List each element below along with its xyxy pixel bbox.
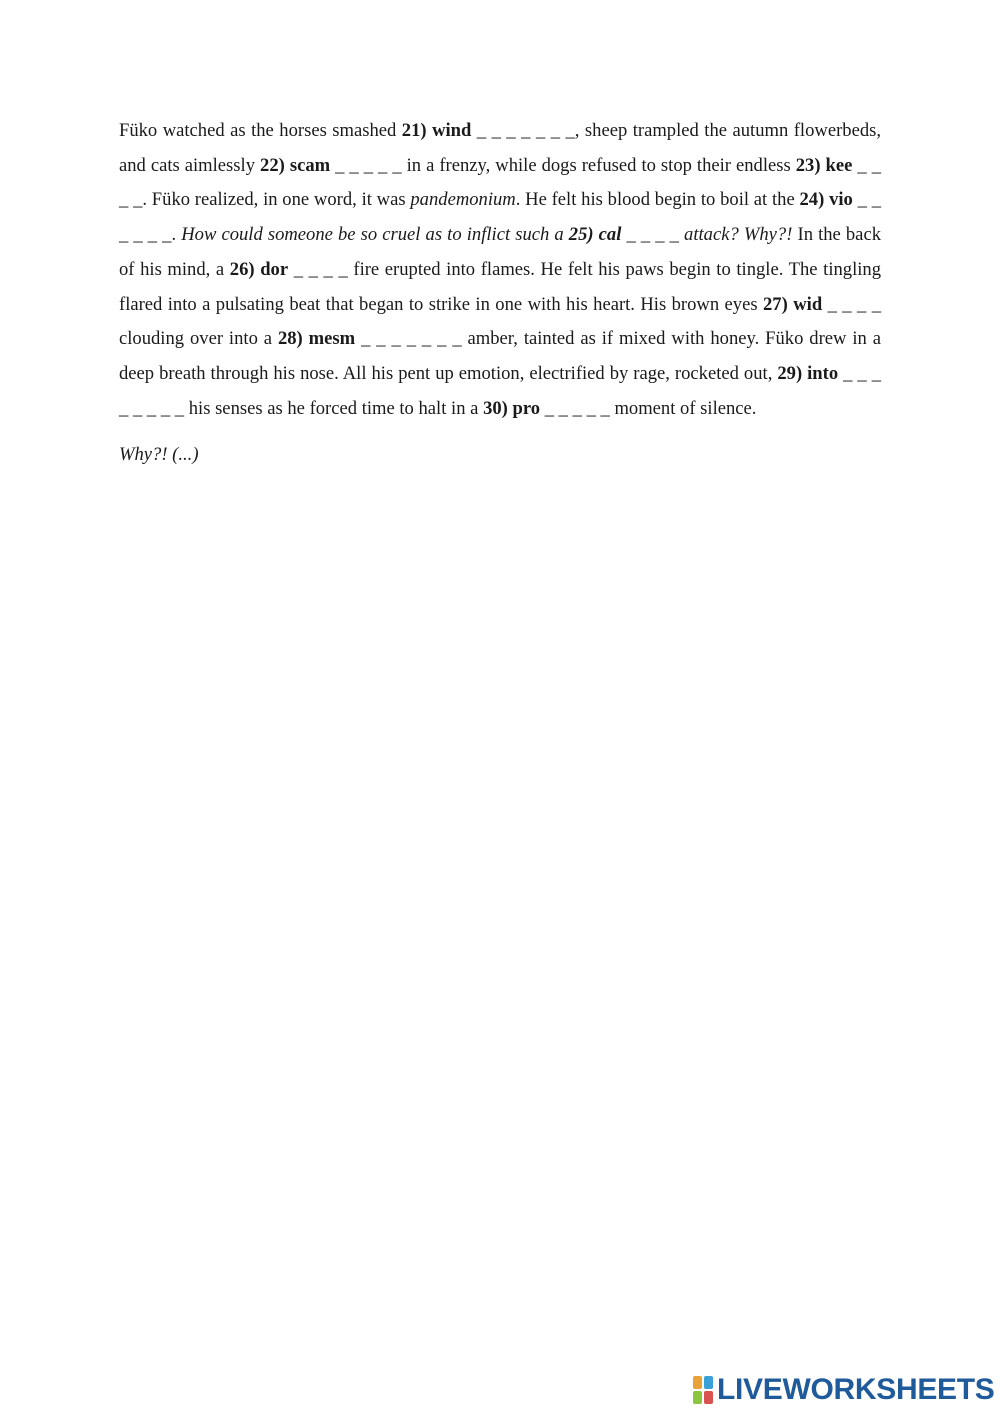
answer-blank[interactable]: _ _ _ _ _ _ _ — [361, 328, 462, 350]
answer-blank[interactable]: _ _ _ _ — [293, 258, 348, 280]
gap-number: 27) — [763, 293, 788, 315]
gap-26[interactable] — [230, 259, 348, 280]
gap-21[interactable] — [402, 120, 575, 141]
answer-blank[interactable]: _ _ _ _ _ _ _ _ — [119, 362, 882, 419]
word-stem: vio — [829, 189, 853, 211]
passage-text: fire erupted into flames. He felt his paws begin to tingle. The tingling flared into a pulsating beat that began to strike in one with his heart. His brown eyes — [119, 258, 882, 315]
gap-number: 25) — [568, 224, 594, 246]
passage-text: . He felt his blood begin to boil at the — [515, 189, 800, 211]
logo-mark-icon — [693, 1376, 713, 1404]
gap-number: 21) — [401, 120, 427, 141]
passage-text: his senses as he forced time to halt in a — [184, 397, 484, 419]
logo-text: LIVEWORKSHEETS — [717, 1373, 995, 1406]
answer-blank[interactable]: _ _ _ _ _ _ _ — [476, 120, 575, 141]
passage-text: In the back of his mind, a — [119, 224, 881, 280]
answer-blank[interactable]: _ _ _ _ — [827, 293, 882, 315]
passage-italic-text: attack? Why?! — [678, 224, 793, 246]
logo-mark-tile — [704, 1391, 713, 1404]
gap-number: 26) — [229, 258, 255, 280]
word-stem: mesm — [308, 328, 356, 350]
passage-italic-text: pandemonium — [410, 189, 516, 211]
liveworksheets-logo — [693, 1373, 995, 1407]
passage-text: . Füko realized, in one word, it was — [142, 189, 411, 211]
gap-number: 30) — [483, 397, 508, 419]
gap-28[interactable] — [278, 328, 462, 349]
gap-number: 24) — [799, 189, 825, 211]
passage-text: in a frenzy, while dogs refused to stop their endless — [401, 154, 796, 176]
logo-mark-tile — [693, 1376, 702, 1389]
word-stem: cal — [598, 224, 622, 246]
word-stem: wind — [432, 120, 472, 141]
gap-27[interactable] — [763, 294, 881, 315]
passage-text: Füko watched as the horses smashed — [119, 120, 402, 141]
gap-25[interactable] — [569, 224, 679, 245]
word-stem: into — [807, 362, 839, 384]
passage-text: amber, tainted as if mixed with honey. Füko drew in a deep breath through his nose. All his pent up emotion, electrified by rage, rocketed out, — [119, 328, 882, 384]
word-stem: wid — [793, 293, 823, 315]
logo-mark-tile — [704, 1376, 713, 1389]
logo-mark-tile — [693, 1391, 702, 1404]
answer-blank[interactable]: _ _ _ _ _ _ — [119, 189, 881, 246]
passage-text: clouding over into a — [119, 328, 278, 350]
gap-22[interactable] — [260, 155, 402, 176]
passage-italic-text: How could someone be so cruel as to inflict such a — [181, 224, 569, 246]
gap-number: 28) — [277, 328, 303, 350]
worksheet-page — [119, 114, 881, 473]
word-stem: kee — [825, 154, 853, 176]
word-stem: pro — [512, 397, 541, 419]
answer-blank[interactable]: _ _ _ _ _ — [335, 154, 402, 176]
gap-number: 29) — [777, 362, 803, 384]
passage-text: . — [171, 224, 182, 246]
word-stem: scam — [289, 154, 331, 176]
answer-blank[interactable]: _ _ _ _ — [626, 224, 679, 246]
gap-number: 23) — [795, 154, 821, 176]
gap-number: 22) — [260, 154, 285, 176]
answer-blank[interactable]: _ _ _ _ _ — [544, 397, 610, 419]
word-stem: dor — [260, 258, 289, 280]
passage-text: , sheep trampled the autumn flowerbeds, and cats aimlessly — [119, 120, 881, 176]
closing-line: Why?! (...) — [119, 444, 199, 466]
passage-text: moment of silence. — [609, 397, 757, 419]
answer-blank[interactable]: _ _ _ _ — [119, 154, 882, 211]
gap-30[interactable] — [483, 398, 610, 419]
story-passage — [119, 114, 881, 426]
